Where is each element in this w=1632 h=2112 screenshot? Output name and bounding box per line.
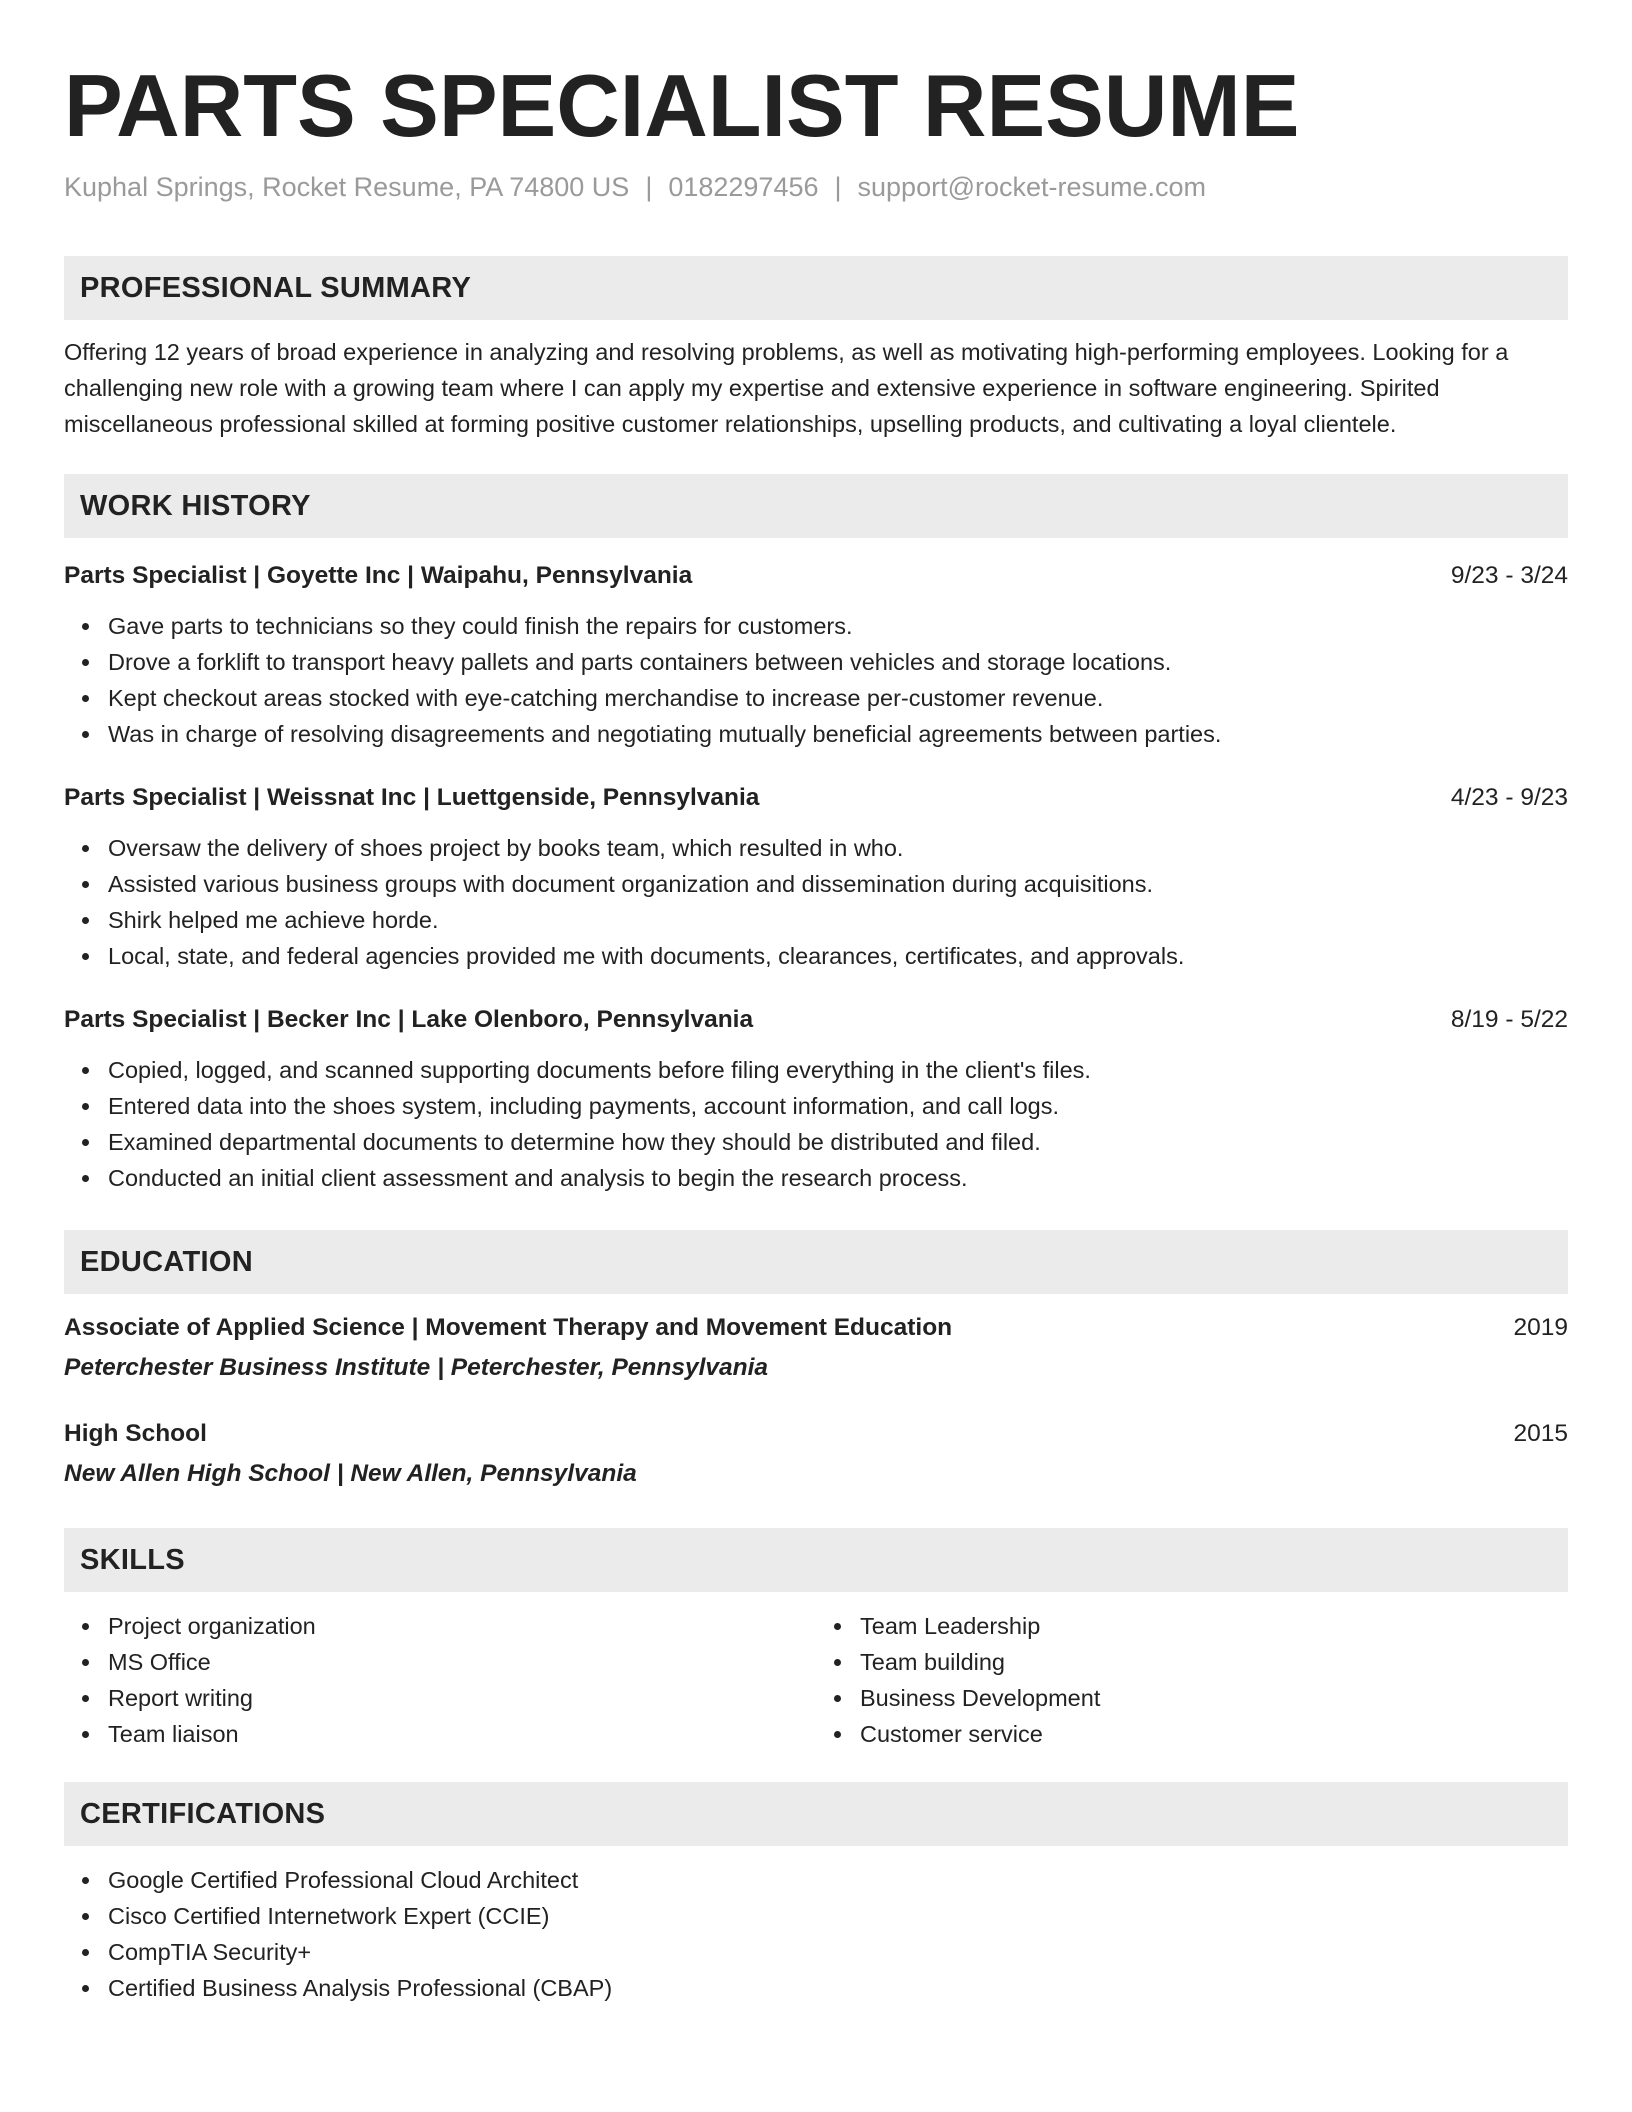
list-item: Conducted an initial client assessment and analysis to begin the research process. — [108, 1160, 1568, 1196]
list-item: CompTIA Security+ — [108, 1934, 1568, 1970]
job-bullets — [64, 608, 1568, 752]
contact-line — [64, 170, 1568, 204]
section-header-work-history: WORK HISTORY — [64, 474, 1568, 538]
list-item: Examined departmental documents to determine how they should be distributed and filed. — [108, 1124, 1568, 1160]
education-degree: High School — [64, 1420, 207, 1447]
list-item: Local, state, and federal agencies provided me with documents, clearances, certificates, and approvals. — [108, 938, 1568, 974]
contact-phone: 0182297456 — [668, 172, 819, 202]
job-bullets — [64, 1052, 1568, 1196]
list-item: Team liaison — [108, 1716, 816, 1752]
education-school: New Allen High School | New Allen, Pennsylvania — [64, 1460, 637, 1487]
job-title: Parts Specialist | Goyette Inc | Waipahu, Pennsylvania — [64, 562, 693, 589]
list-item: Report writing — [108, 1680, 816, 1716]
education-school: Peterchester Business Institute | Peterchester, Pennsylvania — [64, 1354, 769, 1381]
education-entry — [64, 1310, 1568, 1386]
job-dates: 9/23 - 3/24 — [1450, 562, 1568, 589]
job-title: Parts Specialist | Becker Inc | Lake Olenboro, Pennsylvania — [64, 1006, 754, 1033]
list-item: Shirk helped me achieve horde. — [108, 902, 1568, 938]
list-item: Drove a forklift to transport heavy pallets and parts containers between vehicles and storage locations. — [108, 644, 1568, 680]
section-header-education: EDUCATION — [64, 1230, 1568, 1294]
list-item: Google Certified Professional Cloud Architect — [108, 1862, 1568, 1898]
list-item: Team Leadership — [860, 1608, 1568, 1644]
list-item: Oversaw the delivery of shoes project by books team, which resulted in who. — [108, 830, 1568, 866]
contact-email: support@rocket-resume.com — [857, 172, 1207, 202]
list-item: Copied, logged, and scanned supporting documents before filing everything in the client's files. — [108, 1052, 1568, 1088]
list-item: Business Development — [860, 1680, 1568, 1716]
list-item: Team building — [860, 1644, 1568, 1680]
list-item: Assisted various business groups with document organization and dissemination during acquisitions. — [108, 866, 1568, 902]
skills-list-right — [816, 1608, 1568, 1752]
section-header-skills: SKILLS — [64, 1528, 1568, 1592]
job-bullets — [64, 830, 1568, 974]
education-year: 2019 — [1513, 1314, 1568, 1341]
job-title: Parts Specialist | Weissnat Inc | Luettgenside, Pennsylvania — [64, 784, 760, 811]
section-header-summary: PROFESSIONAL SUMMARY — [64, 256, 1568, 320]
list-item: Gave parts to technicians so they could finish the repairs for customers. — [108, 608, 1568, 644]
list-item: Was in charge of resolving disagreements and negotiating mutually beneficial agreements between parties. — [108, 716, 1568, 752]
contact-address: Kuphal Springs, Rocket Resume, PA 74800 US — [64, 172, 630, 202]
list-item: Project organization — [108, 1608, 816, 1644]
job-dates: 8/19 - 5/22 — [1450, 1006, 1568, 1033]
skills-columns — [64, 1608, 1568, 1752]
list-item: Kept checkout areas stocked with eye-catching merchandise to increase per-customer revenue. — [108, 680, 1568, 716]
list-item: Cisco Certified Internetwork Expert (CCIE) — [108, 1898, 1568, 1934]
skills-list-left — [64, 1608, 816, 1752]
contact-separator: | — [645, 172, 653, 202]
job-entry — [64, 1002, 1568, 1196]
list-item: Entered data into the shoes system, including payments, account information, and call logs. — [108, 1088, 1568, 1124]
education-entry — [64, 1416, 1568, 1492]
contact-separator: | — [834, 172, 842, 202]
list-item: MS Office — [108, 1644, 816, 1680]
summary-text: Offering 12 years of broad experience in analyzing and resolving problems, as well as motivating high-performing employees. Looking for a challenging new role with a growing team where I can apply my expertise and extensive experience in software engineering. Spirited miscellaneous professional skilled at forming positive customer relationships, upselling products, and cultivating a loyal clientele. — [64, 339, 1509, 437]
job-entry — [64, 780, 1568, 974]
list-item: Certified Business Analysis Professional (CBAP) — [108, 1970, 1568, 2006]
job-entry — [64, 558, 1568, 752]
resume-title: PARTS SPECIALIST RESUME — [64, 56, 1300, 155]
section-header-certifications: CERTIFICATIONS — [64, 1782, 1568, 1846]
education-year: 2015 — [1513, 1420, 1568, 1447]
job-dates: 4/23 - 9/23 — [1450, 784, 1568, 811]
education-degree: Associate of Applied Science | Movement Therapy and Movement Education — [64, 1314, 953, 1341]
certifications-list — [64, 1862, 1568, 2006]
certifications-block — [64, 1862, 1568, 2006]
list-item: Customer service — [860, 1716, 1568, 1752]
